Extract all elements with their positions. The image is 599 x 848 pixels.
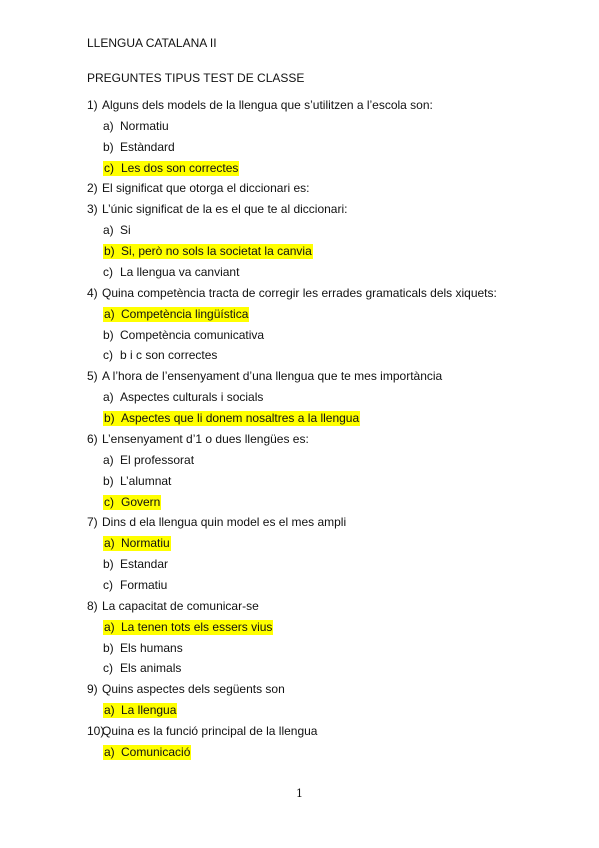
item-marker: c) — [104, 161, 114, 175]
item-marker: 10) — [87, 724, 105, 738]
item-text: Dins d ela llengua quin model es el mes ampli — [102, 515, 347, 529]
item-marker: 4) — [87, 286, 98, 300]
item-marker: a) — [104, 745, 115, 759]
highlighted-answer-text: Si, però no sols la societat la canvia — [121, 244, 312, 258]
item-marker: 7) — [87, 515, 98, 529]
item-marker: a) — [104, 536, 115, 550]
item-marker: a) — [103, 390, 114, 404]
item-text: Quina competència tracta de corregir les errades gramaticals dels xiquets: — [102, 286, 497, 300]
item-text: Formatiu — [120, 578, 168, 592]
item-text: El professorat — [120, 453, 195, 467]
item-text: L’únic significat de la es el que te al diccionari: — [102, 202, 348, 216]
item-marker: c) — [103, 348, 113, 362]
item-text: Normatiu — [120, 119, 169, 133]
item-marker: b) — [103, 140, 114, 154]
item-marker: b) — [103, 474, 114, 488]
highlighted-answer-text: Normatiu — [121, 536, 170, 550]
item-text: L’alumnat — [120, 474, 172, 488]
item-marker: 1) — [87, 98, 98, 112]
item-marker: a) — [103, 119, 114, 133]
highlighted-answer-text: Aspectes que li donem nosaltres a la llengua — [121, 411, 360, 425]
item-marker: c) — [103, 661, 113, 675]
item-marker: b) — [104, 244, 115, 258]
item-marker: a) — [104, 620, 115, 634]
item-marker: 5) — [87, 369, 98, 383]
highlighted-answer-text: La llengua — [121, 703, 177, 717]
document-title: LLENGUA CATALANA II — [87, 36, 217, 50]
item-marker: c) — [104, 495, 114, 509]
item-marker: c) — [103, 578, 113, 592]
item-marker: b) — [104, 411, 115, 425]
highlighted-answer-text: La tenen tots els essers vius — [121, 620, 273, 634]
highlighted-answer-text: Comunicació — [121, 745, 191, 759]
item-text: Si — [120, 223, 131, 237]
document-subtitle: PREGUNTES TIPUS TEST DE CLASSE — [87, 71, 305, 85]
item-text: La capacitat de comunicar-se — [102, 599, 259, 613]
item-text: Alguns dels models de la llengua que s’utilitzen a l’escola son: — [102, 98, 433, 112]
item-text: Aspectes culturals i socials — [120, 390, 264, 404]
item-marker: 6) — [87, 432, 98, 446]
item-text: Competència comunicativa — [120, 328, 265, 342]
item-text: Estàndard — [120, 140, 175, 154]
item-text: Quins aspectes dels següents son — [102, 682, 285, 696]
item-marker: a) — [104, 307, 115, 321]
item-text: Els humans — [120, 641, 183, 655]
item-text: L’ensenyament d’1 o dues llengües es: — [102, 432, 309, 446]
item-text: b i c son correctes — [120, 348, 218, 362]
item-marker: c) — [103, 265, 113, 279]
item-marker: 2) — [87, 181, 98, 195]
item-text: Quina es la funció principal de la llengua — [102, 724, 318, 738]
item-marker: 9) — [87, 682, 98, 696]
highlighted-answer-text: Les dos son correctes — [121, 161, 239, 175]
item-marker: b) — [103, 328, 114, 342]
highlighted-answer-text: Govern — [121, 495, 161, 509]
item-text: Estandar — [120, 557, 169, 571]
item-marker: a) — [103, 223, 114, 237]
item-marker: 3) — [87, 202, 98, 216]
item-text: A l’hora de l’ensenyament d’una llengua que te mes importància — [102, 369, 443, 383]
item-text: El significat que otorga el diccionari es: — [102, 181, 310, 195]
item-marker: a) — [104, 703, 115, 717]
item-marker: b) — [103, 641, 114, 655]
page-number: 1 — [296, 787, 303, 800]
highlighted-answer-text: Competència lingüística — [121, 307, 249, 321]
item-text: La llengua va canviant — [120, 265, 240, 279]
item-marker: 8) — [87, 599, 98, 613]
item-text: Els animals — [120, 661, 182, 675]
item-marker: a) — [103, 453, 114, 467]
item-marker: b) — [103, 557, 114, 571]
